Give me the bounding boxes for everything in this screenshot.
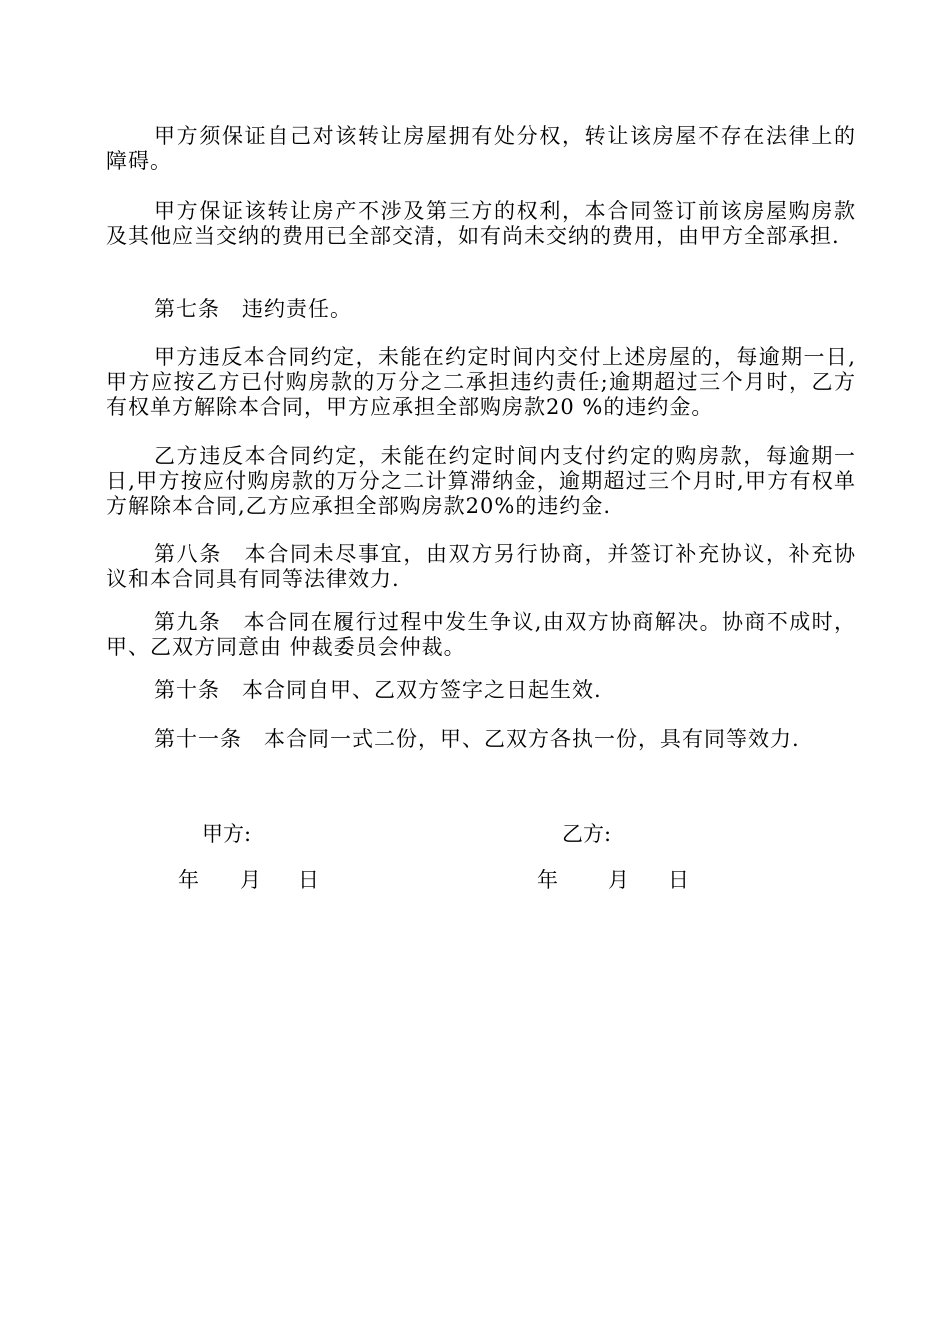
party-a-signature-label: 甲方: [202,822,252,846]
party-a-date-year: 年 [178,868,199,892]
article-10: 第十条 本合同自甲、乙双方签字之日起生效. [154,678,602,702]
article-7-heading: 第七条 违约责任。 [154,297,352,321]
party-a-date-day: 日 [298,868,319,892]
article-8: 第八条 本合同未尽事宜，由双方另行协商，并签订补充协议，补充协议和本合同具有同等法律效力. [106,542,856,591]
party-b-date-day: 日 [668,868,689,892]
paragraph-buyer-breach: 乙方违反本合同约定，未能在约定时间内支付约定的购房款，每逾期一日,甲方按应付购房款的万分之二计算滞纳金，逾期超过三个月时,甲方有权单方解除本合同,乙方应承担全部购房款20%的违约金. [106,444,856,518]
party-a-date-month: 月 [240,868,261,892]
paragraph-seller-guarantee: 甲方保证该转让房产不涉及第三方的权利，本合同签订前该房屋购房款及其他应当交纳的费用已全部交清，如有尚未交纳的费用，由甲方全部承担. [106,199,856,248]
party-b-signature-label: 乙方: [562,822,612,846]
paragraph-seller-breach: 甲方违反本合同约定，未能在约定时间内交付上述房屋的，每逾期一日,甲方应按乙方已付购房款的万分之二承担违约责任;逾期超过三个月时，乙方有权单方解除本合同，甲方应承担全部购房款20 %的违约金。 [106,345,856,419]
party-b-date-month: 月 [608,868,629,892]
party-b-date-year: 年 [537,868,558,892]
paragraph-seller-disposal-right: 甲方须保证自己对该转让房屋拥有处分权，转让该房屋不存在法律上的障碍。 [106,124,856,173]
article-9: 第九条 本合同在履行过程中发生争议,由双方协商解决。协商不成时，甲、乙双方同意由 仲裁委员会仲裁。 [106,610,856,659]
article-11: 第十一条 本合同一式二份，甲、乙双方各执一份，具有同等效力. [154,727,800,751]
